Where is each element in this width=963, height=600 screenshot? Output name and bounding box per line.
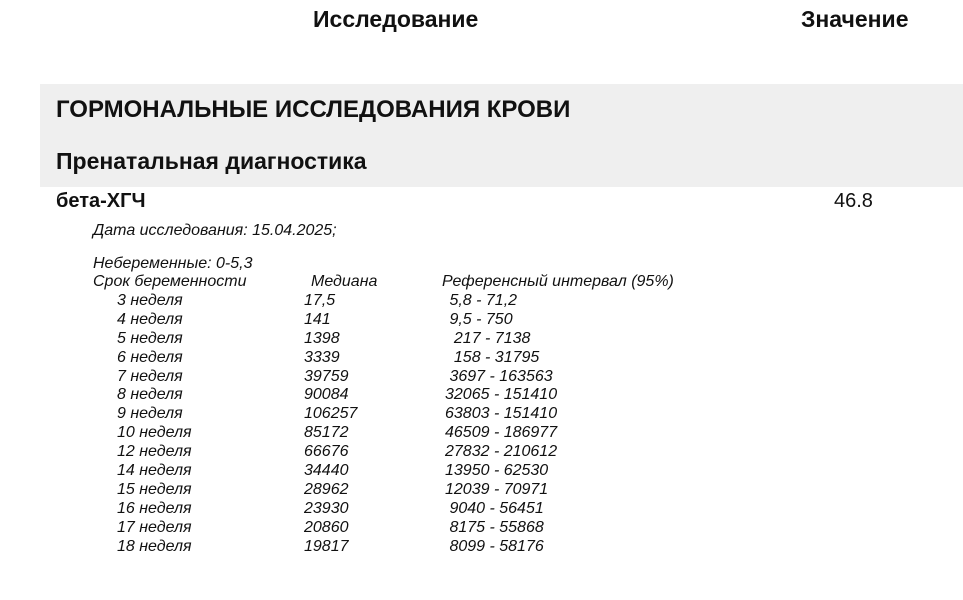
- ref-week: 16 неделя: [117, 499, 192, 517]
- reference-row: [0, 368, 963, 387]
- reference-row: [0, 405, 963, 424]
- ref-median: 66676: [304, 443, 349, 461]
- ref-range: 46509 - 186977: [445, 424, 558, 442]
- ref-median: 17,5: [304, 292, 336, 309]
- ref-range: 27832 - 210612: [445, 443, 558, 461]
- reference-row: [0, 424, 963, 443]
- ref-median: 39759: [304, 367, 349, 385]
- ref-range: 158 - 31795: [445, 348, 540, 366]
- ref-median: 85172: [304, 424, 349, 442]
- ref-median: 20860: [304, 518, 349, 536]
- nonpregnant-reference: Небеременные: 0-5,3: [93, 255, 253, 272]
- ref-range: 9040 - 56451: [445, 499, 544, 517]
- ref-range: 8175 - 55868: [445, 518, 544, 536]
- ref-range: 9,5 - 750: [445, 310, 513, 328]
- ref-week: 5 неделя: [117, 329, 183, 347]
- test-name: бета-ХГЧ: [56, 190, 146, 212]
- ref-range: 8099 - 58176: [445, 537, 544, 555]
- ref-range: 32065 - 151410: [445, 386, 558, 404]
- study-date: Дата исследования: 15.04.2025;: [93, 222, 337, 239]
- reference-row: [0, 481, 963, 500]
- ref-header-week: Срок беременности: [93, 273, 247, 290]
- ref-median: 23930: [304, 499, 349, 517]
- ref-week: 17 неделя: [117, 518, 192, 536]
- ref-week: 3 неделя: [117, 292, 183, 309]
- ref-week: 12 неделя: [117, 443, 192, 461]
- column-header-value: Значение: [801, 6, 909, 32]
- section-title: ГОРМОНАЛЬНЫЕ ИССЛЕДОВАНИЯ КРОВИ: [56, 96, 571, 123]
- ref-week: 8 неделя: [117, 386, 183, 404]
- reference-row: [0, 538, 963, 557]
- ref-median: 106257: [304, 405, 358, 423]
- ref-week: 4 неделя: [117, 310, 183, 328]
- ref-range: 217 - 7138: [445, 329, 531, 347]
- ref-week: 10 неделя: [117, 424, 192, 442]
- ref-median: 1398: [304, 329, 340, 347]
- ref-range: 12039 - 70971: [445, 480, 549, 498]
- reference-row: [0, 330, 963, 349]
- ref-median: 28962: [304, 480, 349, 498]
- ref-week: 7 неделя: [117, 367, 183, 385]
- ref-week: 15 неделя: [117, 480, 192, 498]
- reference-row: [0, 292, 963, 311]
- ref-header-range: Референсный интервал (95%): [442, 273, 674, 290]
- reference-table: [0, 292, 963, 556]
- reference-row: [0, 349, 963, 368]
- ref-median: 90084: [304, 386, 349, 404]
- subsection-title: Пренатальная диагностика: [56, 148, 367, 174]
- test-value: 46.8: [834, 190, 873, 212]
- reference-row: [0, 311, 963, 330]
- ref-median: 34440: [304, 462, 349, 480]
- reference-row: [0, 443, 963, 462]
- ref-median: 3339: [304, 348, 340, 366]
- reference-row: [0, 462, 963, 481]
- ref-range: 5,8 - 71,2: [445, 292, 518, 309]
- ref-week: 18 неделя: [117, 537, 192, 555]
- ref-median: 19817: [304, 537, 349, 555]
- ref-week: 14 неделя: [117, 462, 192, 480]
- reference-row: [0, 500, 963, 519]
- column-header-research: Исследование: [313, 6, 479, 32]
- ref-range: 63803 - 151410: [445, 405, 558, 423]
- ref-range: 13950 - 62530: [445, 462, 549, 480]
- ref-header-median: Медиана: [311, 273, 378, 290]
- ref-week: 9 неделя: [117, 405, 183, 423]
- ref-range: 3697 - 163563: [445, 367, 553, 385]
- reference-row: [0, 519, 963, 538]
- ref-median: 141: [304, 310, 331, 328]
- reference-row: [0, 386, 963, 405]
- ref-week: 6 неделя: [117, 348, 183, 366]
